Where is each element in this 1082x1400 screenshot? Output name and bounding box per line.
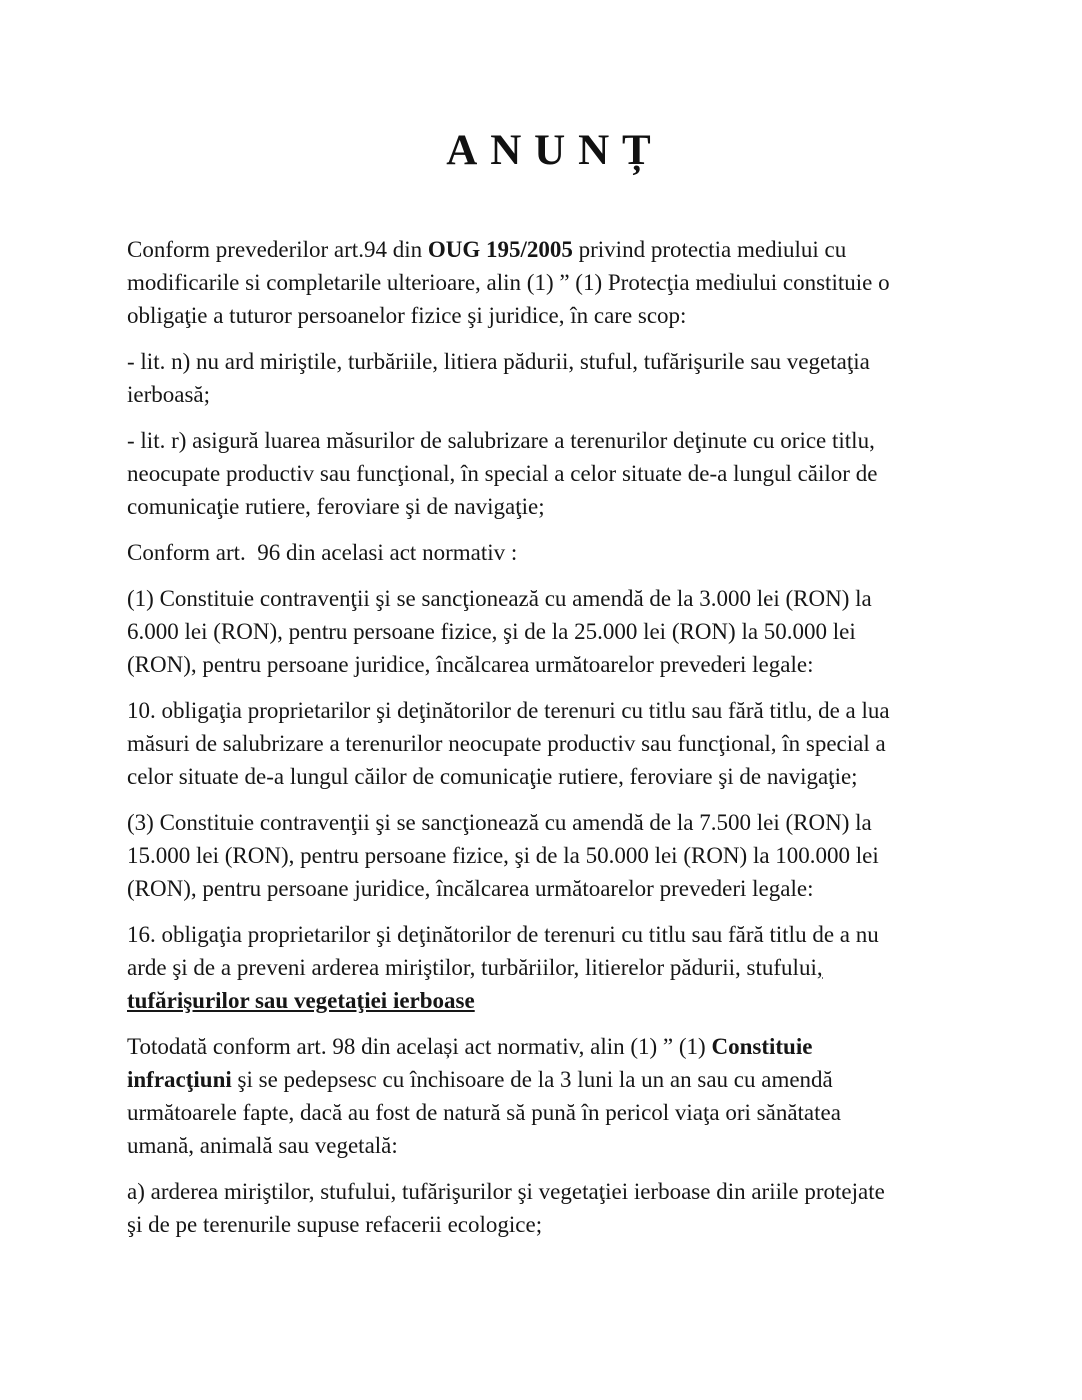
- paragraph: [127, 694, 965, 793]
- text-run: privind protectia mediului cu: [572, 237, 847, 262]
- text-run: infracţiuni: [127, 1067, 232, 1092]
- text-run: Totodată conform art. 98 din același act normativ, alin (1) ” (1): [127, 1034, 712, 1059]
- text-run: 15.000 lei (RON), pentru persoane fizice, şi de la 50.000 lei (RON) la 100.000 lei: [127, 843, 879, 868]
- text-run: 16. obligaţia proprietarilor şi deţinătorilor de terenuri cu titlu sau fără titlu de a nu: [127, 922, 879, 947]
- text-run: obligaţie a tuturor persoanelor fizice şi juridice, în care scop:: [127, 303, 687, 328]
- text-run: 10. obligaţia proprietarilor şi deţinătorilor de terenuri cu titlu sau fără titlu, de a lua: [127, 698, 890, 723]
- text-run: (RON), pentru persoane juridice, încălcarea următoarelor prevederi legale:: [127, 652, 814, 677]
- text-run: (RON), pentru persoane juridice, încălcarea următoarelor prevederi legale:: [127, 876, 814, 901]
- text-run: arde şi de a preveni arderea miriştilor, turbăriilor, litierelor pădurii, stufului: [127, 955, 817, 980]
- paragraph: [127, 582, 965, 681]
- paragraph: [127, 918, 965, 1017]
- text-run: (1) Constituie contravenţii şi se sancţionează cu amendă de la 3.000 lei (RON) la: [127, 586, 872, 611]
- text-run: 6.000 lei (RON), pentru persoane fizice, şi de la 25.000 lei (RON) la 50.000 lei: [127, 619, 856, 644]
- text-run: ierboasă;: [127, 382, 211, 407]
- text-run: şi de pe terenurile supuse refacerii ecologice;: [127, 1212, 543, 1237]
- text-run: tufărişurilor sau vegetaţiei ierboase: [127, 988, 475, 1013]
- text-run: următoarele fapte, dacă au fost de natură să pună în pericol viaţa ori sănătatea: [127, 1100, 841, 1125]
- text-run: comunicaţie rutiere, feroviare şi de navigaţie;: [127, 494, 545, 519]
- paragraph: [127, 1175, 965, 1241]
- text-run: (3) Constituie contravenţii şi se sancţionează cu amendă de la 7.500 lei (RON) la: [127, 810, 872, 835]
- paragraph: [127, 536, 965, 569]
- document-title: ANUNȚ: [446, 127, 664, 174]
- text-run: - lit. n) nu ard miriştile, turbăriile, litiera pădurii, stuful, tufărişurile sau vegetaţia: [127, 349, 870, 374]
- text-run: modificarile si completarile ulterioare, alin (1) ” (1) Protecţia mediului constituie o: [127, 270, 890, 295]
- paragraph: [127, 806, 965, 905]
- text-run: OUG 195/2005: [427, 237, 573, 262]
- paragraph: [127, 345, 965, 411]
- text-run: a) arderea miriştilor, stufului, tufărişurilor şi vegetaţiei ierboase din ariile protejate: [127, 1179, 885, 1204]
- text-run: Constituie: [711, 1034, 813, 1059]
- text-run: ,: [816, 955, 823, 980]
- text-run: Conform prevederilor art.94 din: [127, 237, 428, 262]
- text-run: umană, animală sau vegetală:: [127, 1133, 398, 1158]
- text-run: - lit. r) asigură luarea măsurilor de salubrizare a terenurilor deţinute cu orice titlu,: [127, 428, 875, 453]
- text-run: celor situate de-a lungul căilor de comunicaţie rutiere, feroviare şi de navigaţie;: [127, 764, 858, 789]
- text-run: Conform art. 96 din acelasi act normativ :: [127, 540, 518, 565]
- paragraph: [127, 424, 965, 523]
- text-run: măsuri de salubrizare a terenurilor neocupate productiv sau funcţional, în special a: [127, 731, 886, 756]
- text-run: şi se pedepsesc cu închisoare de la 3 luni la un an sau cu amendă: [231, 1067, 833, 1092]
- paragraph: [127, 233, 965, 332]
- text-run: neocupate productiv sau funcţional, în special a celor situate de-a lungul căilor de: [127, 461, 878, 486]
- paragraph: [127, 1030, 965, 1162]
- document-body: [127, 233, 965, 1241]
